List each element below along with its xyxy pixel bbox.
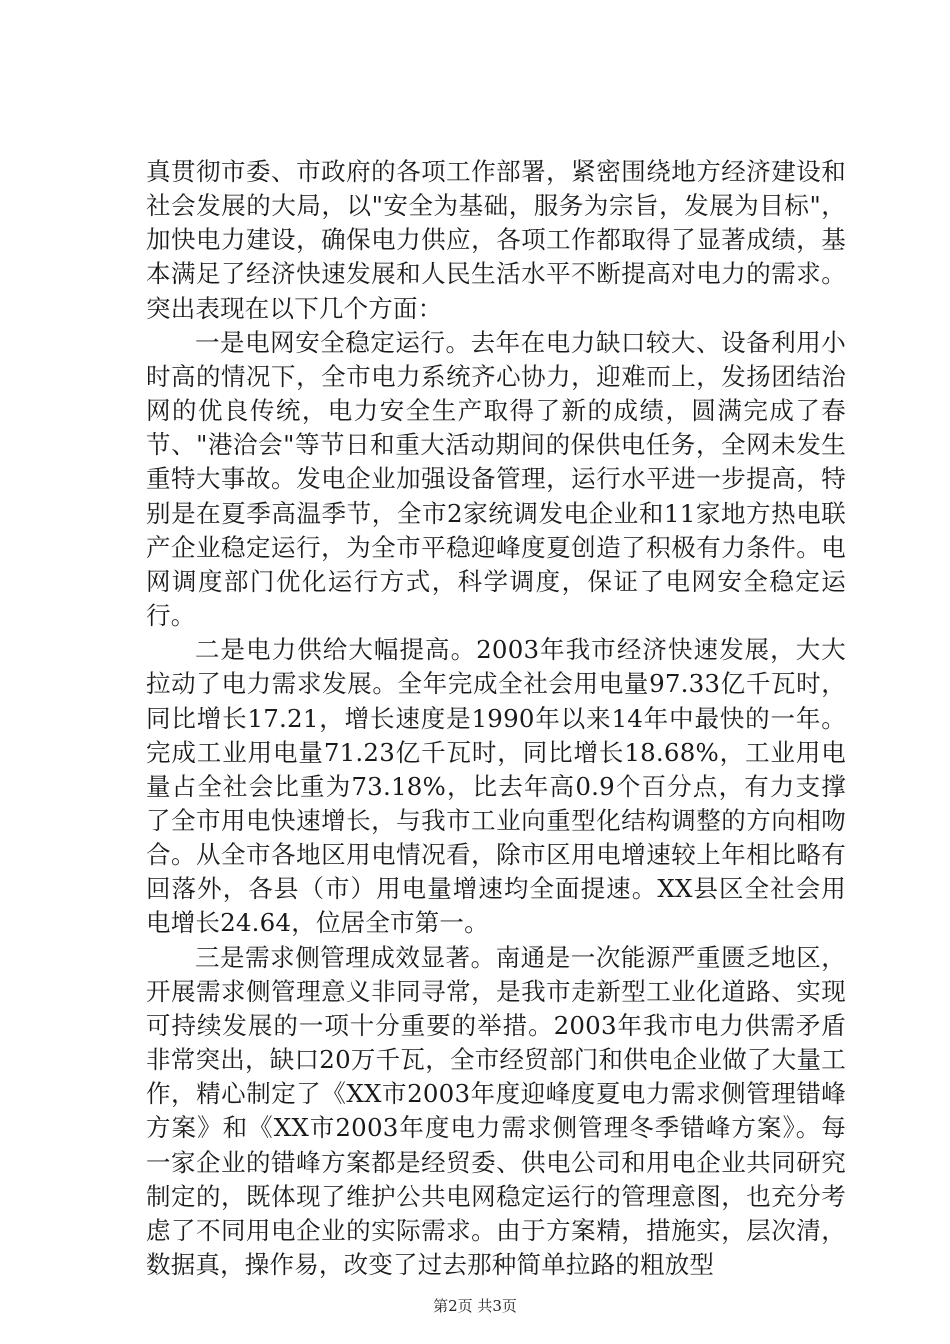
paragraph-intro: 真贯彻市委、市政府的各项工作部署，紧密围绕地方经济建设和社会发展的大局，以"安全为基础，服务为宗旨，发展为目标"，加快电力建设，确保电力供应，各项工作都取得了显著成绩，基本满足了经济快速发展和人民生活水平不断提高对电力的需求。突出表现在以下几个方面： <box>146 157 846 323</box>
paragraph-power-supply: 二是电力供给大幅提高。2003年我市经济快速发展，大大拉动了电力需求发展。全年完成全社会用电量97.33亿千瓦时，同比增长17.21，增长速度是1990年以来14年中最快的一年。完成工业用电量71.23亿千瓦时，同比增长18.68%，工业用电量占全社会比重为73.18%，比去年高0.9个百分点，有力支撑了全市用电快速增长，与我市工业向重型化结构调整的方向相吻合。从全市各地区用电情况看，除市区用电增速较上年相比略有回落外，各县（市）用电量增速均全面提速。XX县区全社会用电增长24.64，位居全市第一。 <box>146 635 846 938</box>
paragraph-demand-side: 三是需求侧管理成效显著。南通是一次能源严重匮乏地区，开展需求侧管理意义非同寻常，是我市走新型工业化道路、实现可持续发展的一项十分重要的举措。2003年我市电力供需矛盾非常突出，缺口20万千瓦，全市经贸部门和供电企业做了大量工作，精心制定了《XX市2003年度迎峰度夏电力需求侧管理错峰方案》和《XX市2003年度电力需求侧管理冬季错峰方案》。每一家企业的错峰方案都是经贸委、供电公司和用电企业共同研究制定的，既体现了维护公共电网稳定运行的管理意图，也充分考虑了不同用电企业的实际需求。由于方案精，措施实，层次清，数据真，操作易，改变了过去那种简单拉路的粗放型 <box>146 942 846 1279</box>
paragraph-grid-safety: 一是电网安全稳定运行。去年在电力缺口较大、设备利用小时高的情况下，全市电力系统齐心协力，迎难而上，发扬团结治网的优良传统，电力安全生产取得了新的成绩，圆满完成了春节、"港洽会"等节日和重大活动期间的保供电任务，全网未发生重特大事故。发电企业加强设备管理，运行水平进一步提高，特别是在夏季高温季节，全市2家统调发电企业和11家地方热电联产企业稳定运行，为全市平稳迎峰度夏创造了积极有力条件。电网调度部门优化运行方式，科学调度，保证了电网安全稳定运行。 <box>146 327 846 631</box>
document-body <box>146 155 846 1282</box>
page-footer: 第2页 共3页 <box>433 1297 517 1315</box>
